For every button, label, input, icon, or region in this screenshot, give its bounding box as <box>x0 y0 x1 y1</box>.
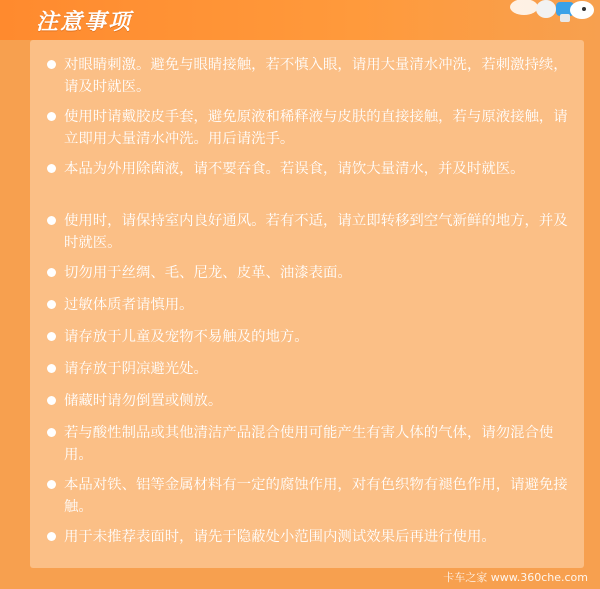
bullet-icon <box>47 268 56 277</box>
note-text: 对眼睛刺激。避免与眼睛接触，若不慎入眼，请用大量清水冲洗，若刺激持续，请及时就医。 <box>64 57 568 95</box>
bullet-icon <box>47 532 56 541</box>
page-title: 注意事项 <box>36 10 133 35</box>
bullet-icon <box>47 300 56 309</box>
bullet-icon <box>47 428 56 437</box>
note-text: 本品为外用除菌液，请不要吞食。若误食，请饮大量清水，并及时就医。 <box>64 161 525 177</box>
note-text: 请存放于阴凉避光处。 <box>64 361 208 377</box>
bullet-icon <box>47 480 56 489</box>
bullet-icon <box>47 396 56 405</box>
mascot-illustration <box>504 0 596 26</box>
note-text: 请存放于儿童及宠物不易触及的地方。 <box>64 329 309 345</box>
note-text: 切勿用于丝绸、毛、尼龙、皮革、油漆表面。 <box>64 265 352 281</box>
note-text: 若与酸性制品或其他清洁产品混合使用可能产生有害人体的气体，请勿混合使用。 <box>64 425 554 463</box>
bullet-icon <box>47 112 56 121</box>
bullet-icon <box>47 216 56 225</box>
note-text: 本品对铁、铝等金属材料有一定的腐蚀作用，对有色织物有褪色作用，请避免接触。 <box>64 477 568 515</box>
note-text: 过敏体质者请慎用。 <box>64 297 194 313</box>
bullet-icon <box>47 60 56 69</box>
note-text: 储藏时请勿倒置或侧放。 <box>64 393 223 409</box>
header-bar <box>0 0 600 40</box>
watermark: 卡车之家 www.360che.com <box>443 571 588 584</box>
notes-panel <box>30 40 584 568</box>
note-text: 使用时请戴胶皮手套，避免原液和稀释液与皮肤的直接接触，若与原液接触，请立即用大量清水冲洗。用后请洗手。 <box>64 109 568 147</box>
bullet-icon <box>47 164 56 173</box>
bullet-icon <box>47 364 56 373</box>
bullet-icon <box>47 332 56 341</box>
note-text: 用于未推荐表面时，请先于隐蔽处小范围内测试效果后再进行使用。 <box>64 529 496 545</box>
note-text: 使用时，请保持室内良好通风。若有不适，请立即转移到空气新鲜的地方，并及时就医。 <box>64 213 568 251</box>
